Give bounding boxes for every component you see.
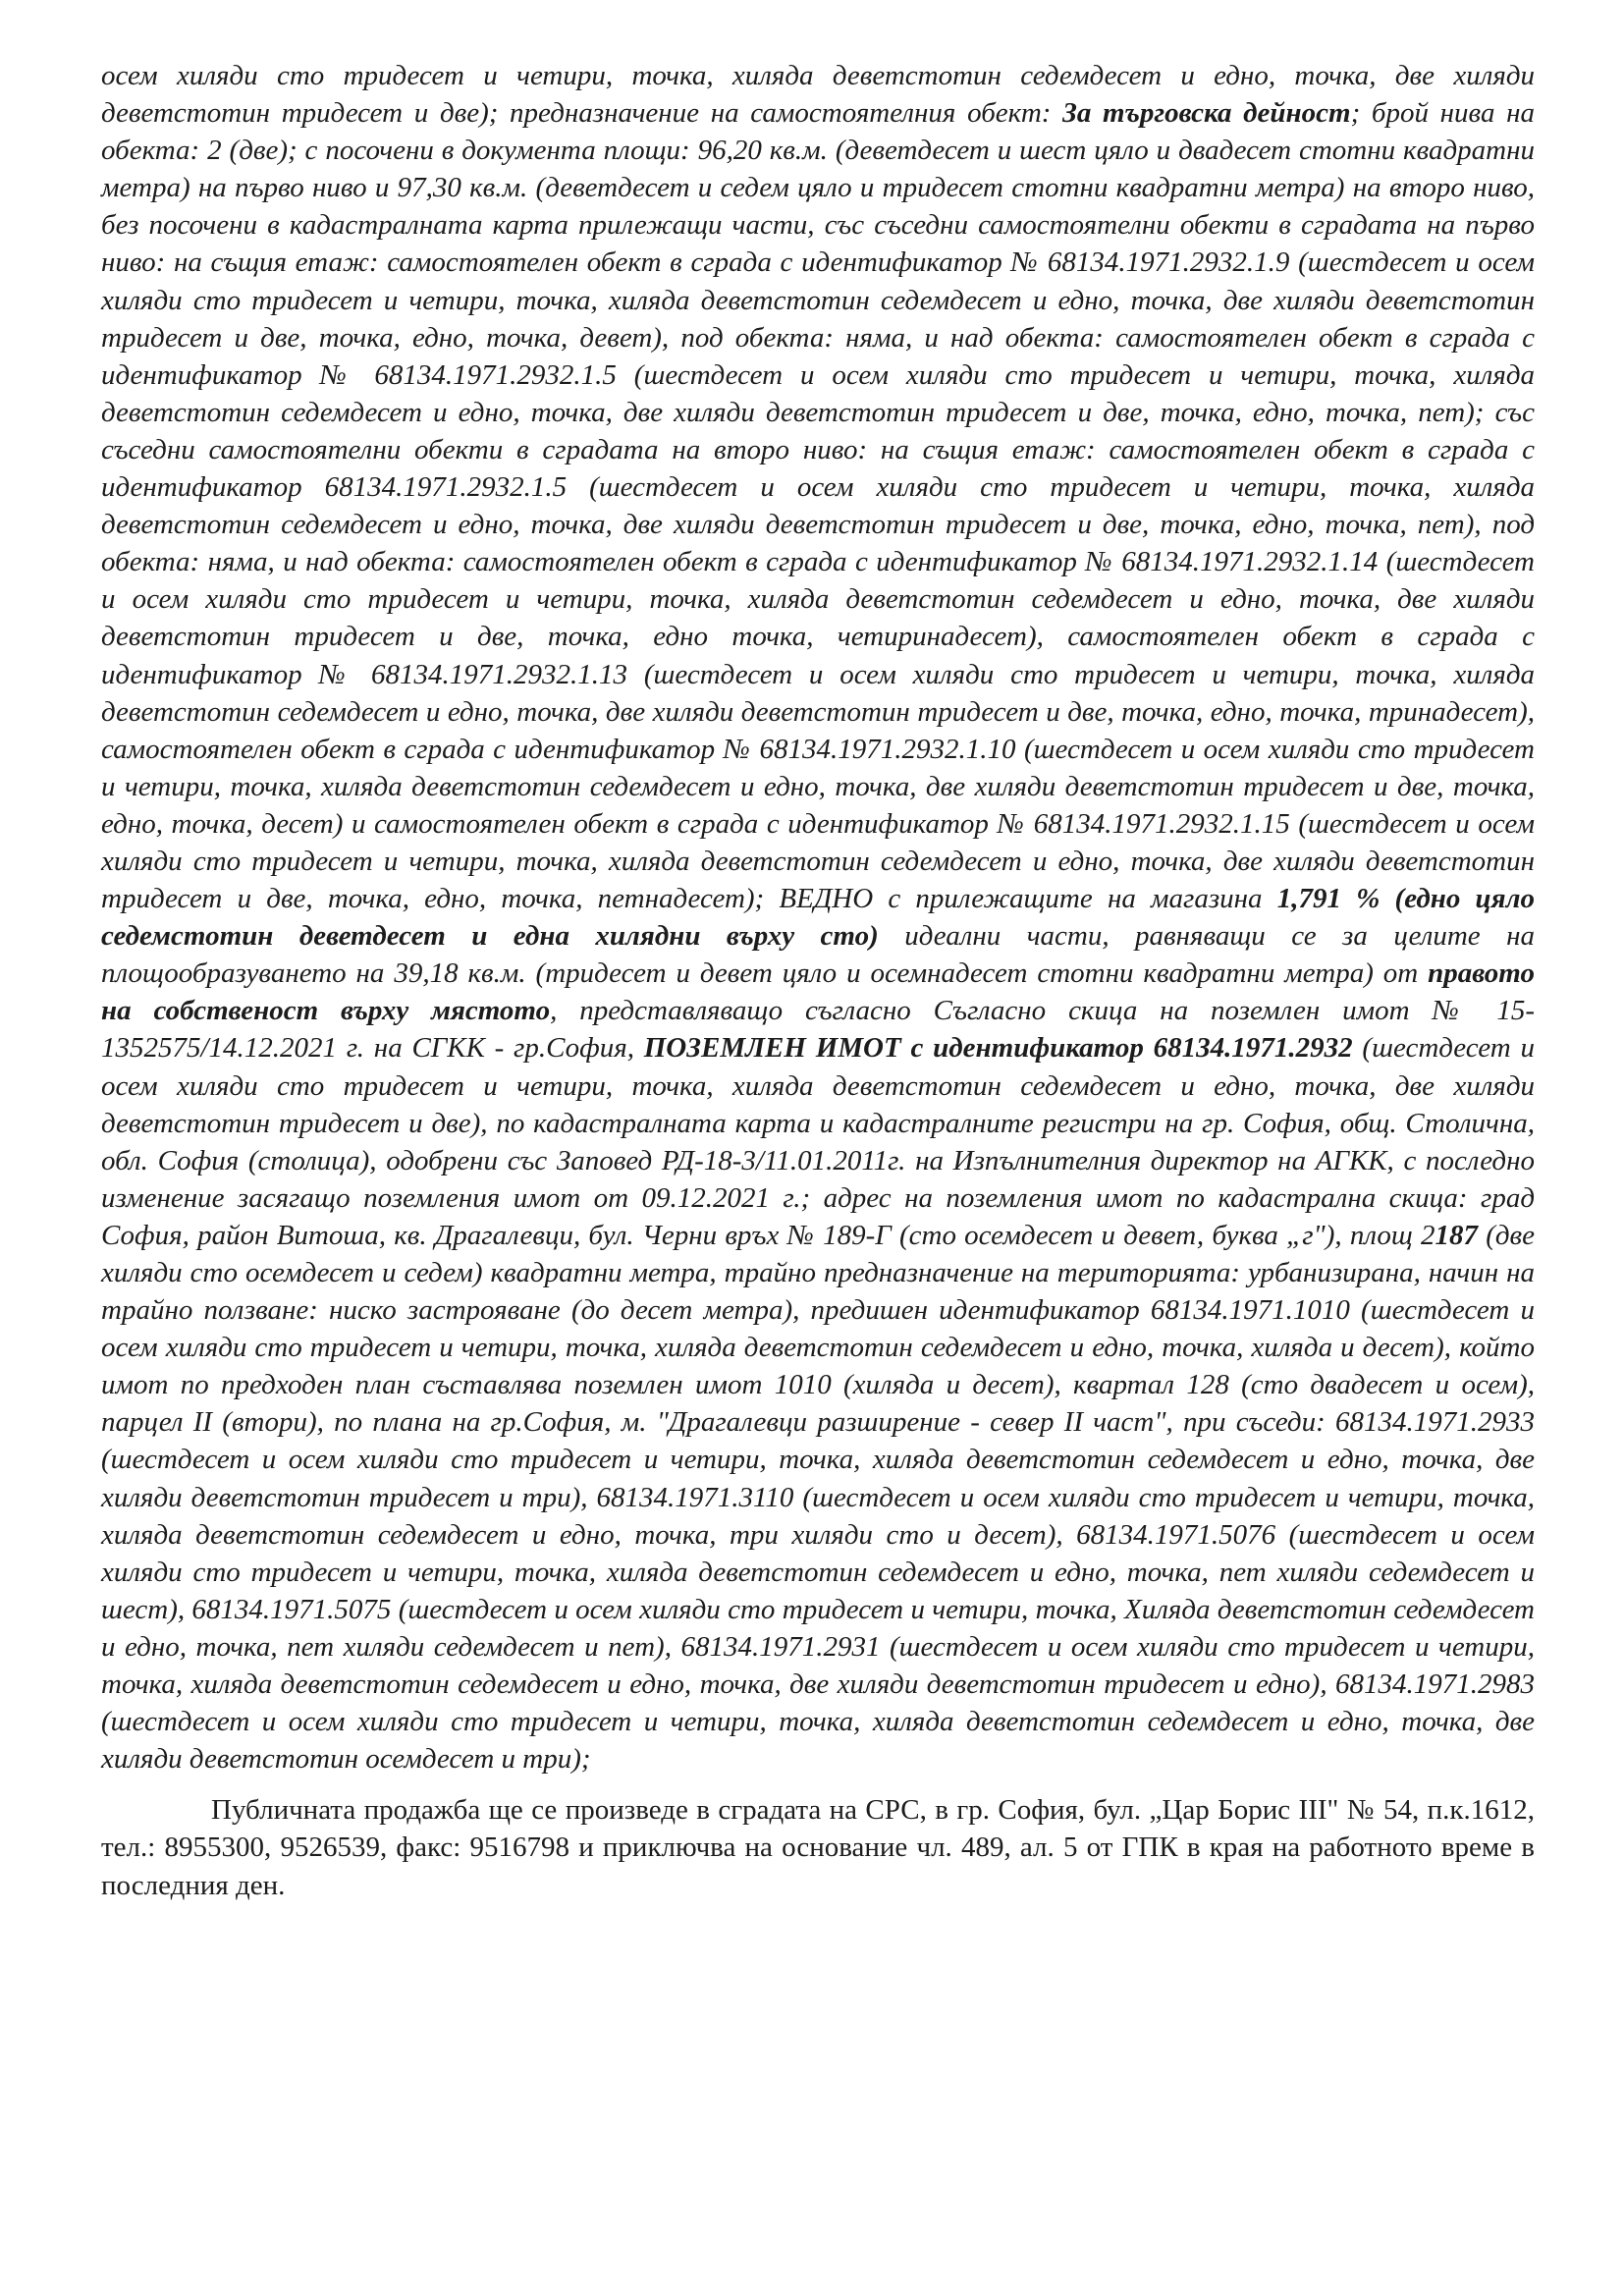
document-page xyxy=(101,57,1535,1904)
ideal-parts-emphasis: 1,791 % (едно цяло седемстотин деветдесет и една хилядни върху сто) xyxy=(101,883,1535,953)
purpose-emphasis: За търговска дейност xyxy=(1062,97,1351,130)
property-description-paragraph xyxy=(101,57,1535,1777)
land-plot-emphasis: ПОЗЕМЛЕН ИМОТ с идентификатор 68134.1971.2932 xyxy=(643,1032,1353,1065)
text-segment: (две хиляди сто осемдесет и седем) квадратни метра, трайно предназначение на територията: урбанизирана, начин на трайно ползване: ниско застрояване (до десет метра), предишен идентификатор 68134.1971.1010 (шестдесет и осем хиляди сто тридесет и четири, точка, хиляда деветстотин седемдесет и едно, точка, хиляда и десет), който имот по предходен план съставлява поземлен имот 1010 (хиляда и десет), квартал 128 (сто двадесет и осем), парцел II (втори), по плана на гр.София, м. "Драгалевци разширение - север II част", при съседи: 68134.1971.2933 (шестдесет и осем хиляди сто тридесет и четири, точка, хиляда деветстотин седемдесет и едно, точка, две хиляди деветстотин тридесет и три), 68134.1971.3110 (шестдесет и осем хиляди сто тридесет и четири, точка, хиляда деветстотин седемдесет и едно, точка, три хиляди сто и десет), 68134.1971.5076 (шестдесет и осем хиляди сто тридесет и четири, точка, хиляда деветстотин седемдесет и едно, точка, пет хиляди седемдесет и шест), 68134.1971.5075 (шестдесет и осем хиляди сто тридесет и четири, точка, Хиляда деветстотин седемдесет и едно, точка, пет хиляди седемдесет и пет), 68134.1971.2931 (шестдесет и осем хиляди сто тридесет и четири, точка, хиляда деветстотин седемдесет и едно, точка, две хиляди деветстотин тридесет и едно), 68134.1971.2983 (шестдесет и осем хиляди сто тридесет и четири, точка, хиляда деветстотин седемдесет и едно, точка, две хиляди деветстотин осемдесет и три); xyxy=(101,1219,1535,1776)
text-segment: осем хиляди сто тридесет и четири, точка, хиляда деветстотин седемдесет и едно, точка, две хиляди деветстотин тридесет и две); предназначение на самостоятелния обект: xyxy=(101,60,1535,130)
text-segment: идеални части, равняващи се за целите на площообразуването на 39,18 кв.м. (тридесет и девет цяло и осемнадесет стотни квадратни метра) от xyxy=(101,920,1535,990)
area-emphasis: 187 xyxy=(1435,1219,1478,1251)
auction-venue-paragraph: Публичната продажба ще се произведе в сградата на СРС, в гр. София, бул. „Цар Борис III" № 54, п.к.1612, тел.: 8955300, 9526539, факс: 9516798 и приключва на основание чл. 489, ал. 5 от ГПК в края на работното време в последния ден. xyxy=(101,1794,1535,1901)
text-segment: , представляващо съгласно Съгласно скица на поземлен имот № 15-1352575/14.12.2021 г. на СГКК - гр.София, xyxy=(101,995,1535,1065)
text-segment: (шестдесет и осем хиляди сто тридесет и четири, точка, хиляда деветстотин седемдесет и едно, точка, две хиляди деветстотин тридесет и две), по кадастралната карта и кадастралните регистри на гр. София, общ. Столична, обл. София (столица), одобрени със Заповед РД-18-3/11.01.2011г. на Изпълнителния директор на АГКК, с последно изменение засягащо поземления имот от 09.12.2021 г.; адрес на поземления имот по кадастрална скица: град София, район Витоша, кв. Драгалевци, бул. Черни връх № 189-Г (сто осемдесет и девет, буква „г"), площ 2 xyxy=(101,1032,1535,1251)
text-segment: ; брой нива на обекта: 2 (две); с посочени в документа площи: 96,20 кв.м. (деветдесет и шест цяло и двадесет стотни квадратни метра) на първо ниво и 97,30 кв.м. (деветдесет и седем цяло и тридесет стотни квадратни метра) на второ ниво, без посочени в кадастралната карта прилежащи части, със съседни самостоятелни обекти в сградата на първо ниво: на същия етаж: самостоятелен обект в сграда с идентификатор № 68134.1971.2932.1.9 (шестдесет и осем хиляди сто тридесет и четири, точка, хиляда деветстотин седемдесет и едно, точка, две хиляди деветстотин тридесет и две, точка, едно, точка, девет), под обекта: няма, и над обекта: самостоятелен обект в сграда с идентификатор № 68134.1971.2932.1.5 (шестдесет и осем хиляди сто тридесет и четири, точка, хиляда деветстотин седемдесет и едно, точка, две хиляди деветстотин тридесет и две, точка, едно, точка, пет); със съседни самостоятелни обекти в сградата на второ ниво: на същия етаж: самостоятелен обект в сграда с идентификатор 68134.1971.2932.1.5 (шестдесет и осем хиляди сто тридесет и четири, точка, хиляда деветстотин седемдесет и едно, точка, две хиляди деветстотин тридесет и две, точка, едно, точка, пет), под обекта: няма, и над обекта: самостоятелен обект в сграда с идентификатор № 68134.1971.2932.1.14 (шестдесет и осем хиляди сто тридесет и четири, точка, хиляда деветстотин седемдесет и едно, точка, две хиляди деветстотин тридесет и две, точка, едно точка, четиринадесет), самостоятелен обект в сграда с идентификатор № 68134.1971.2932.1.13 (шестдесет и осем хиляди сто тридесет и четири, точка, хиляда деветстотин седемдесет и едно, точка, две хиляди деветстотин тридесет и две, точка, едно, точка, тринадесет), самостоятелен обект в сграда с идентификатор № 68134.1971.2932.1.10 (шестдесет и осем хиляди сто тридесет и четири, точка, хиляда деветстотин седемдесет и едно, точка, две хиляди деветстотин тридесет и две, точка, едно, точка, десет) и самостоятелен обект в сграда с идентификатор № 68134.1971.2932.1.15 (шестдесет и осем хиляди сто тридесет и четири, точка, хиляда деветстотин седемдесет и едно, точка, две хиляди деветстотин тридесет и две, точка, едно, точка, петнадесет); ВЕДНО с прилежащите на магазина xyxy=(101,97,1536,915)
ownership-right-emphasis: правото на собственост върху мястото xyxy=(101,957,1535,1027)
